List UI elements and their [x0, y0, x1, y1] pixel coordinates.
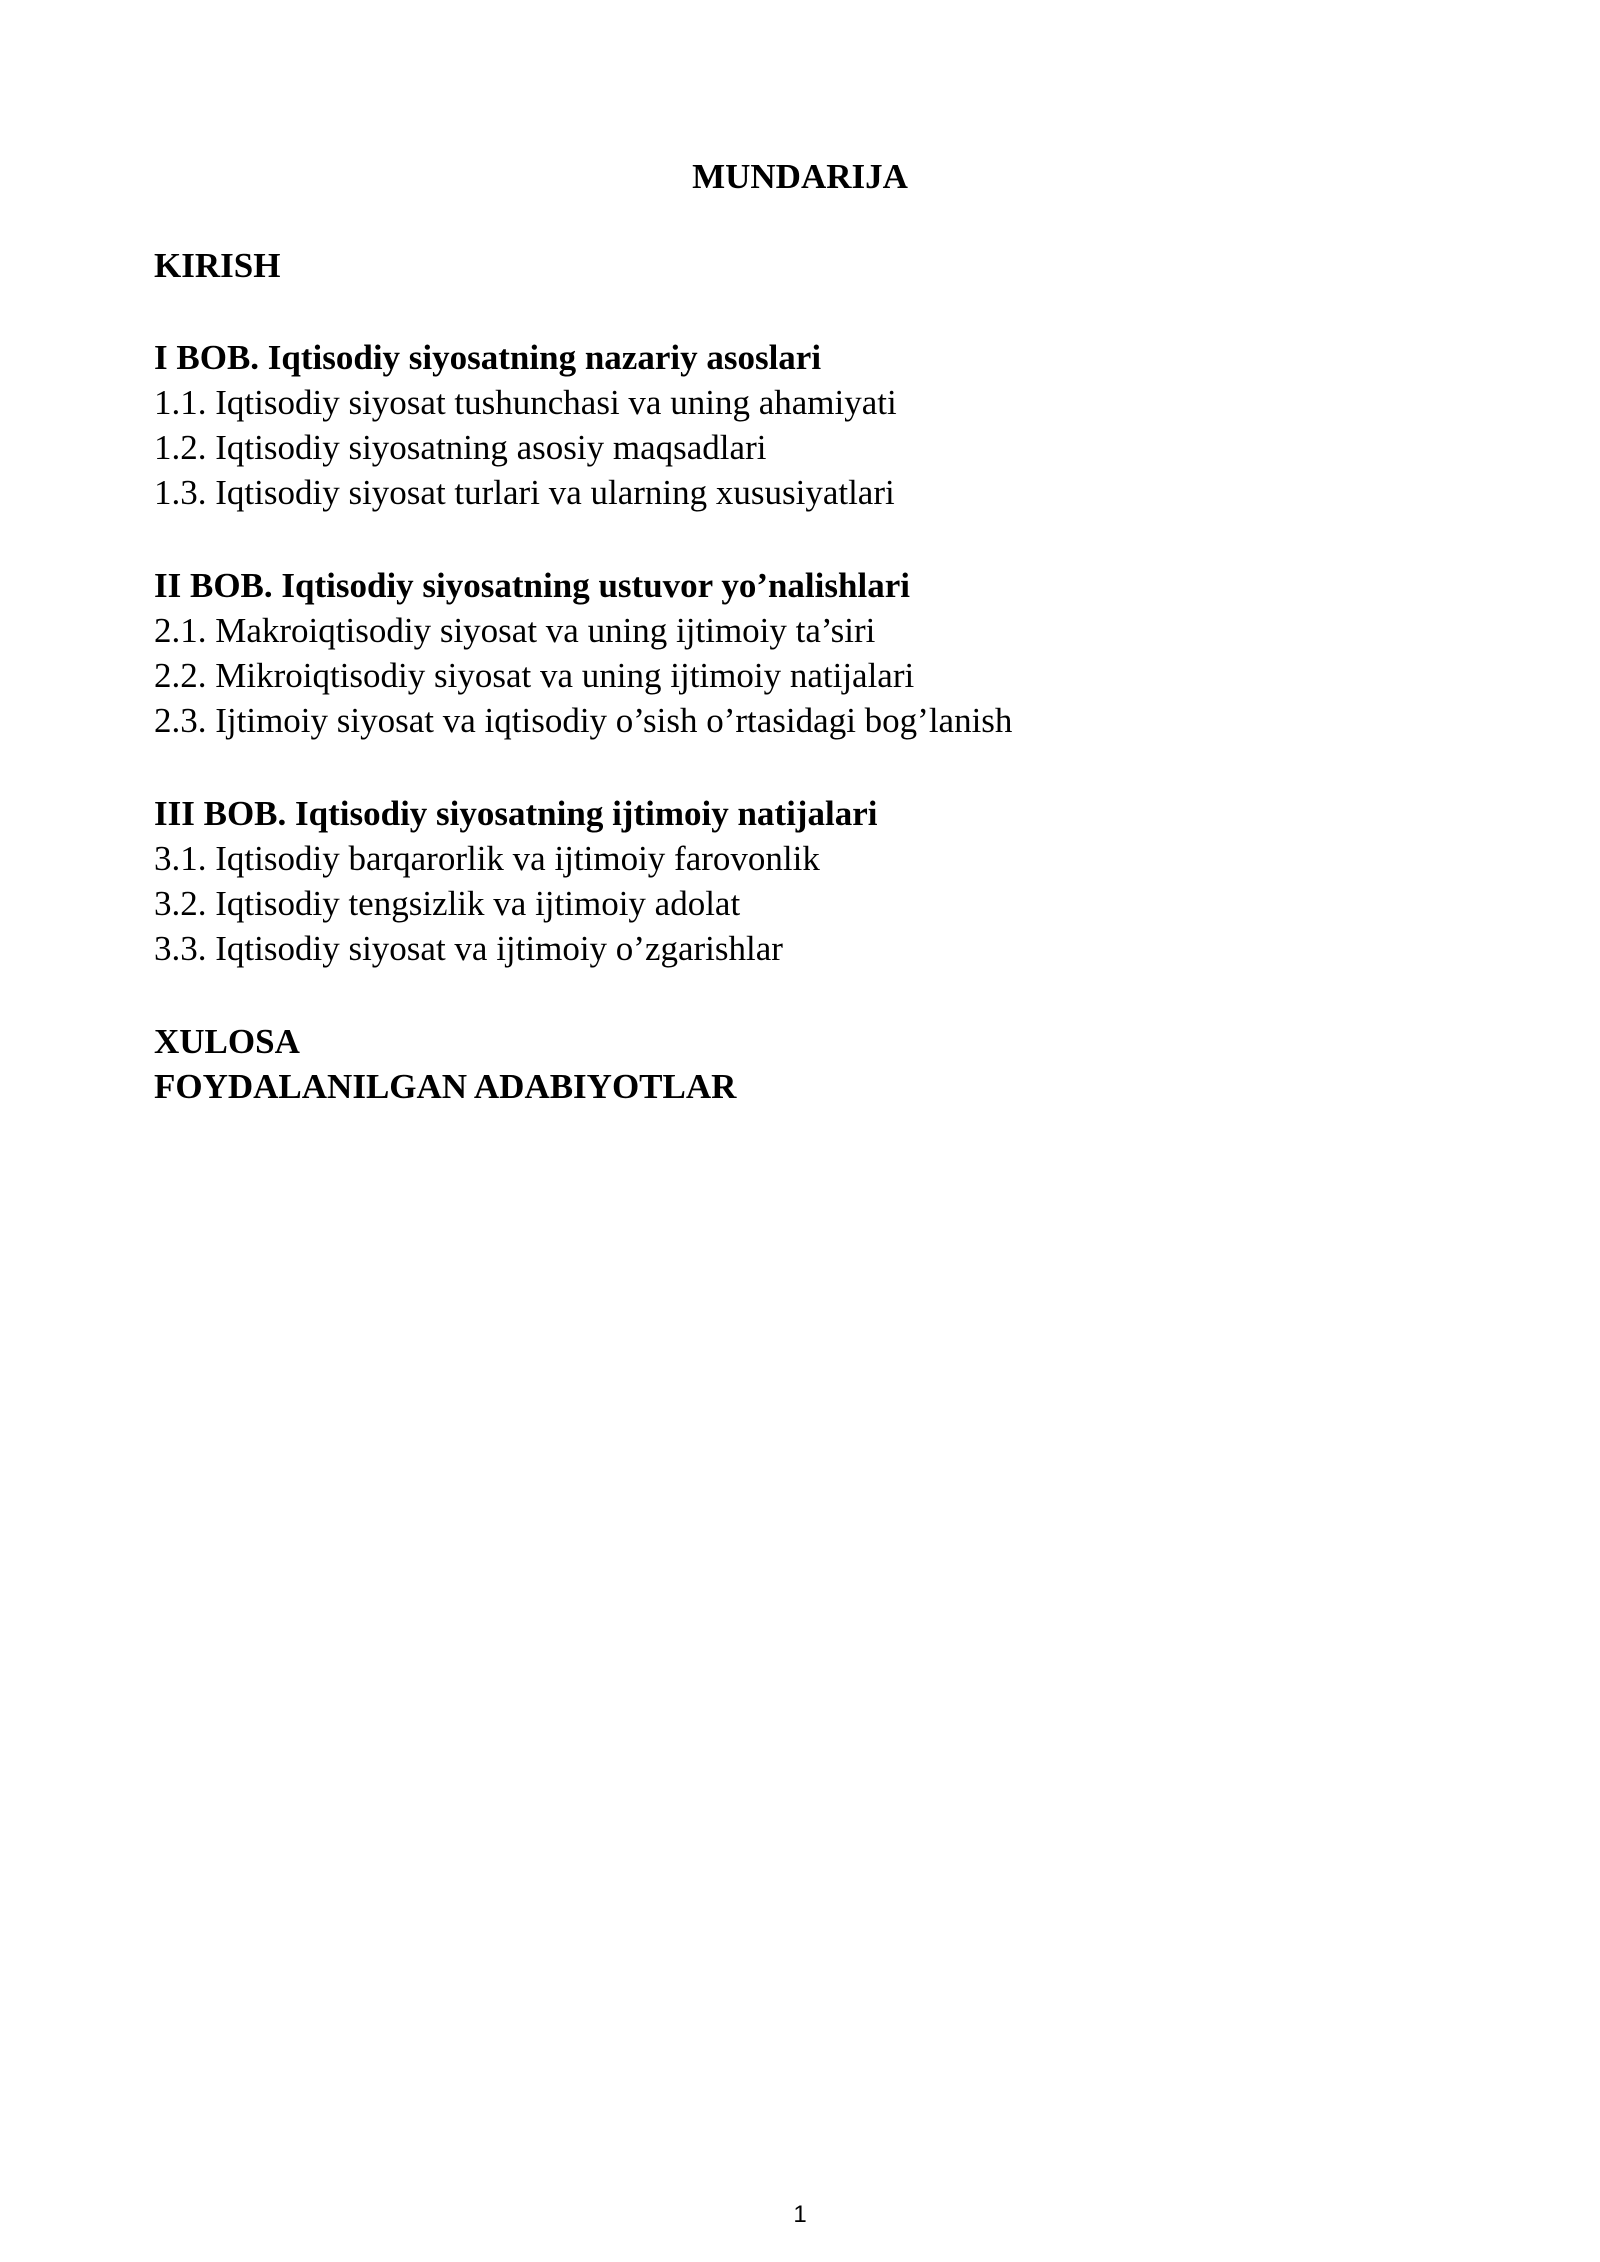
toc-title: MUNDARIJA: [692, 157, 908, 196]
toc-section-1-3: 1.3. Iqtisodiy siyosat turlari va ularning xususiyatlari: [154, 473, 895, 512]
toc-section-2-2: 2.2. Mikroiqtisodiy siyosat va uning ijtimoiy natijalari: [154, 656, 915, 695]
toc-section-3-3: 3.3. Iqtisodiy siyosat va ijtimoiy o’zgarishlar: [154, 929, 783, 968]
chapter-3-heading: III BOB. Iqtisodiy siyosatning ijtimoiy natijalari: [154, 794, 878, 833]
toc-references: FOYDALANILGAN ADABIYOTLAR: [154, 1067, 737, 1106]
toc-intro: KIRISH: [154, 246, 281, 285]
toc-section-2-3: 2.3. Ijtimoiy siyosat va iqtisodiy o’sish o’rtasidagi bog’lanish: [154, 701, 1013, 740]
chapter-1-heading: I BOB. Iqtisodiy siyosatning nazariy asoslari: [154, 338, 822, 377]
toc-section-3-1: 3.1. Iqtisodiy barqarorlik va ijtimoiy farovonlik: [154, 839, 820, 878]
toc-section-2-1: 2.1. Makroiqtisodiy siyosat va uning ijtimoiy ta’siri: [154, 611, 876, 650]
toc-conclusion: XULOSA: [154, 1022, 300, 1061]
toc-section-3-2: 3.2. Iqtisodiy tengsizlik va ijtimoiy adolat: [154, 884, 741, 923]
toc-section-1-2: 1.2. Iqtisodiy siyosatning asosiy maqsadlari: [154, 428, 767, 467]
chapter-2-heading: II BOB. Iqtisodiy siyosatning ustuvor yo’nalishlari: [154, 566, 910, 605]
toc-section-1-1: 1.1. Iqtisodiy siyosat tushunchasi va uning ahamiyati: [154, 383, 897, 422]
page-number: 1: [793, 2201, 807, 2228]
